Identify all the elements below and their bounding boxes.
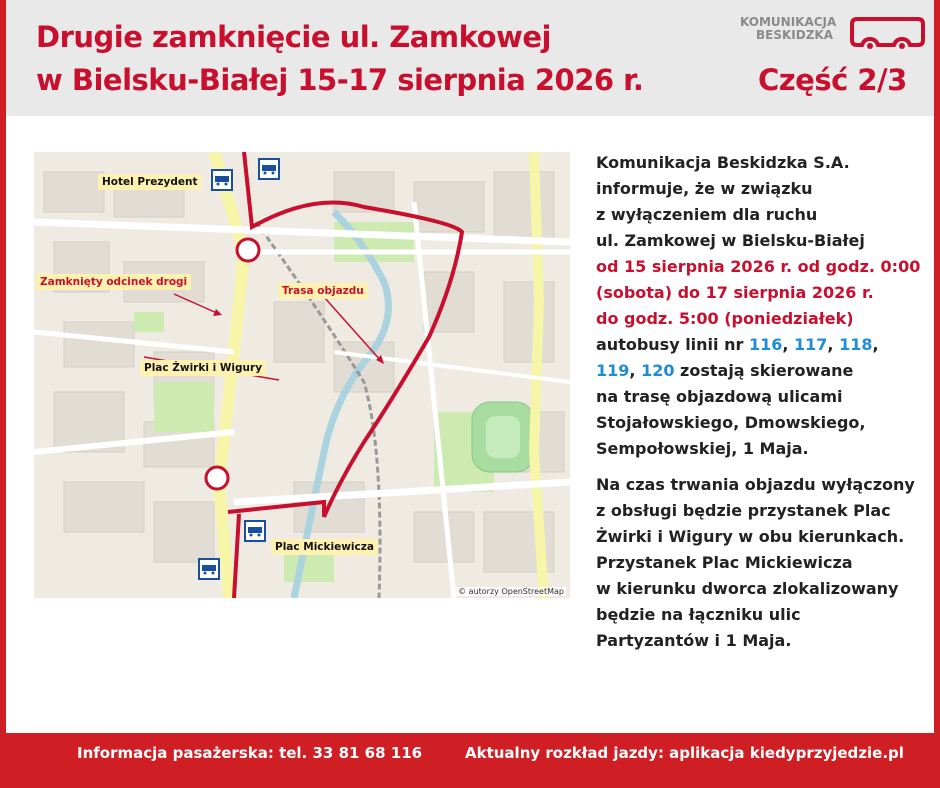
text-line: z obsługi będzie przystanek Plac [596, 501, 891, 520]
text-line: z wyłączeniem dla ruchu [596, 205, 818, 224]
logo-line2: BESKIDZKA [756, 28, 833, 42]
part-indicator: Część 2/3 [758, 63, 907, 97]
date-range-line: od 15 sierpnia 2026 r. od godz. 0:00 [596, 257, 921, 276]
paragraph-1: Komunikacja Beskidzka S.A. informuje, że w związku z wyłączeniem dla ruchu ul. Zamkowej w Bielsku-Białej od 15 sierpnia 2026 r. od godz. 0:00 (sobota) do 17 sierpnia 2026 r. do godz. 5:00 (poniedziałek) autobusy linii nr 116, 117, 118, 119, 120 zostają skierowane na trasę objazdową ulicami Stojałowskiego, Dmowskiego, Sempołowskiej, 1 Maja. [596, 153, 921, 458]
map-label-detour: Trasa objazdu [278, 283, 368, 299]
page-title-line1: Drugie zamknięcie ul. Zamkowej [36, 20, 551, 54]
text-line: Sempołowskiej, 1 Maja. [596, 439, 809, 458]
passenger-info-phone: Informacja pasażerska: tel. 33 81 68 116 [77, 744, 423, 762]
bus-line-number: 116 [748, 335, 783, 354]
text-line: Przystanek Plac Mickiewicza [596, 553, 853, 572]
bus-stop-icon [211, 169, 233, 191]
text-line: Na czas trwania objazdu wyłączony [596, 475, 915, 494]
page-title-line2: w Bielsku-Białej 15-17 sierpnia 2026 r. [36, 63, 644, 97]
bus-line-number: 120 [641, 361, 675, 380]
text-line: Żwirki i Wigury w obu kierunkach. [596, 527, 905, 546]
text-line: ul. Zamkowej w Bielsku-Białej [596, 231, 865, 250]
text-line: Partyzantów i 1 Maja. [596, 631, 792, 650]
date-range-line: do godz. 5:00 (poniedziałek) [596, 309, 854, 328]
paragraph-2 [596, 472, 931, 654]
map-label-closed-section: Zamknięty odcinek drogi [36, 274, 191, 290]
timetable-app-info: Aktualny rozkład jazdy: aplikacja kiedyprzyjedzie.pl [465, 744, 904, 762]
text-line: Stojałowskiego, Dmowskiego, [596, 413, 866, 432]
bus-line-number: 118 [839, 335, 873, 354]
map-graphic [34, 152, 570, 598]
text-line: będzie na łączniku ulic [596, 605, 801, 624]
map-label-plac-zwirki: Plac Żwirki i Wigury [140, 360, 266, 376]
map-label-plac-mickiewicza: Plac Mickiewicza [271, 539, 378, 555]
text-line: Komunikacja Beskidzka S.A. [596, 153, 850, 172]
map-attribution[interactable]: © autorzy OpenStreetMap [458, 587, 564, 596]
map-label-hotel: Hotel Prezydent [98, 174, 201, 190]
text-line: w kierunku dworca zlokalizowany [596, 579, 899, 598]
bus-stop-icon [258, 158, 280, 180]
detour-map [34, 152, 570, 598]
bus-line-number: 117 [794, 335, 828, 354]
bus-stop-icon [198, 558, 220, 580]
text-line: autobusy linii nr [596, 335, 749, 354]
bus-icon [848, 16, 928, 50]
footer [0, 733, 940, 788]
text-line: na trasę objazdową ulicami [596, 387, 843, 406]
text-line: zostają skierowane [674, 361, 854, 380]
bus-stop-icon [244, 520, 266, 542]
announcement-text [596, 150, 931, 654]
logo-line1: KOMUNIKACJA [740, 15, 837, 29]
header [6, 0, 934, 116]
date-range-line: (sobota) do 17 sierpnia 2026 r. [596, 283, 874, 302]
text-line: informuje, że w związku [596, 179, 813, 198]
bus-line-number: 119 [596, 361, 630, 380]
